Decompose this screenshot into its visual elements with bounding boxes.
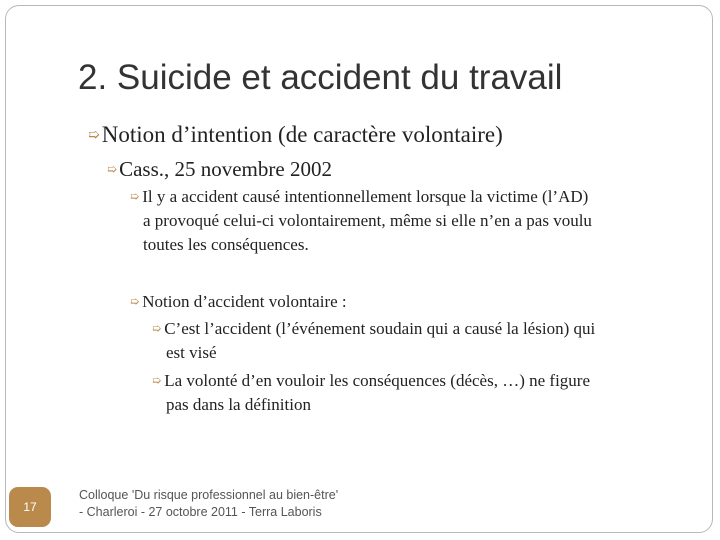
slide-title: 2. Suicide et accident du travail [78, 58, 563, 97]
footer-line-1: Colloque 'Du risque professionnel au bien-être' [79, 488, 339, 502]
footer-text [79, 487, 338, 521]
bullet-consequences [152, 369, 590, 417]
bullet-text: Notion d’intention (de caractère volontaire) [101, 122, 503, 147]
bullet-text-line-1: Il y a accident causé intentionnellement lorsque la victime (l’AD) [142, 187, 589, 206]
bullet-cass-date [107, 157, 332, 182]
footer-line-2: - Charleroi - 27 octobre 2011 - Terra Laboris [79, 505, 322, 519]
bullet-icon: ➯ [152, 323, 162, 335]
bullet-event-targeted [152, 317, 595, 365]
bullet-intentional-accident [130, 185, 592, 257]
bullet-text-line-2: pas dans la définition [166, 395, 311, 414]
bullet-icon: ➯ [152, 375, 162, 387]
bullet-text-line-3: toutes les conséquences. [143, 235, 309, 254]
bullet-text: Cass., 25 novembre 2002 [119, 157, 332, 181]
bullet-icon: ➯ [130, 296, 140, 308]
page-number-badge: 17 [9, 487, 51, 527]
bullet-icon: ➯ [88, 128, 100, 143]
bullet-text-line-2: est visé [166, 343, 217, 362]
bullet-icon: ➯ [130, 191, 140, 203]
bullet-text-line-1: La volonté d’en vouloir les conséquences (décès, …) ne figure [164, 371, 591, 390]
bullet-text-line-1: C’est l’accident (l’événement soudain qui a causé la lésion) qui [164, 319, 596, 338]
bullet-text-line-2: a provoqué celui-ci volontairement, même si elle n’en a pas voulu [143, 211, 592, 230]
bullet-text: Notion d’accident volontaire : [142, 292, 347, 311]
bullet-voluntary-accident [130, 290, 347, 314]
bullet-notion-intention [88, 122, 503, 148]
bullet-icon: ➯ [107, 162, 118, 176]
